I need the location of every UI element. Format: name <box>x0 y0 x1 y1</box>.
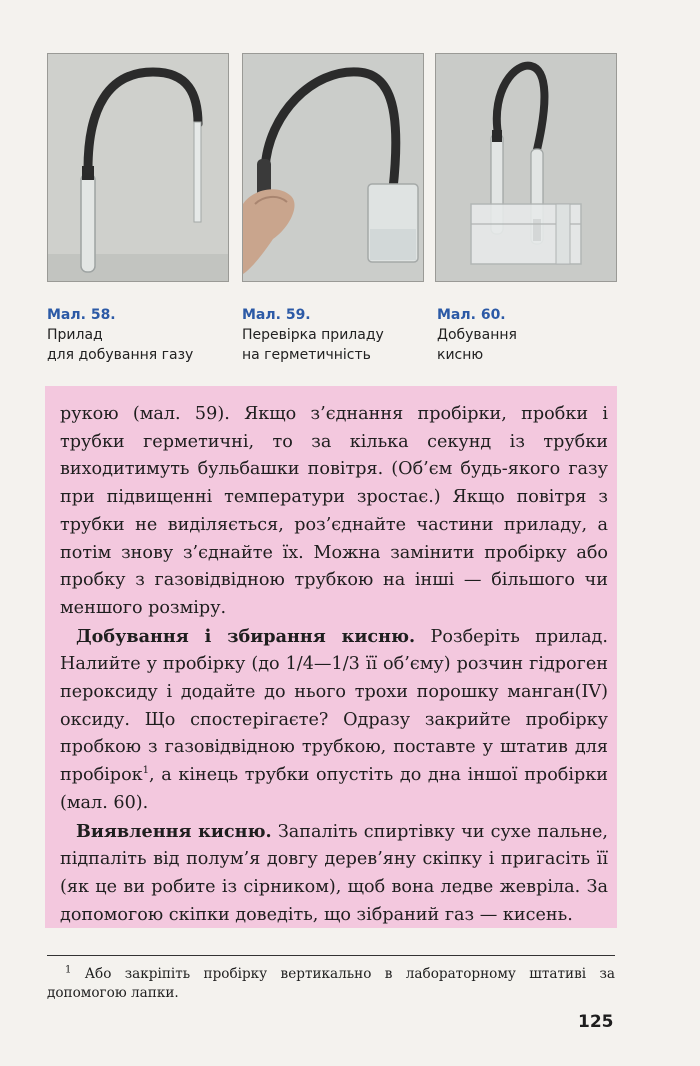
airtightness-test-photo <box>242 53 424 282</box>
oxygen-collection-photo <box>435 53 617 282</box>
footnote-text: Або закріпіть пробірку вертикально в лабораторному штативі за допомогою лапки. <box>47 966 615 1001</box>
gas-apparatus-photo <box>47 53 229 282</box>
figure-58-caption-line-1: Прилад <box>47 327 103 343</box>
figure-58-number: Мал. 58. <box>47 307 116 323</box>
footnote-divider <box>47 955 615 956</box>
footnote <box>47 965 615 1003</box>
figure-60-caption <box>437 305 517 365</box>
paragraph-oxygen-collection <box>60 623 608 818</box>
body-text <box>60 401 608 929</box>
figure-58-caption <box>47 305 193 365</box>
oxygen-detection-heading: Виявлення кисню. <box>76 820 272 842</box>
oxygen-collection-heading: Добування і збирання кисню. <box>76 625 416 647</box>
figure-58-caption-line-2: для добування газу <box>47 347 194 363</box>
oxygen-detection-text: Запаліть спиртівку чи сухе пальне, підпаліть від полум’я довгу дерев’яну скіпку і пригасіть її (як це ви робите із сірником), щоб вона ледве жевріла. За допомогою скіпки доведіть, що зібраний газ — кисень. <box>60 821 608 925</box>
figure-60-caption-line-1: Добування <box>437 327 517 343</box>
oxygen-collection-text-b: , а кінець трубки опустіть до дна іншої пробірки (мал. 60). <box>60 765 608 813</box>
oxygen-collection-text-a: Розберіть прилад. Налийте у пробірку (до 1/4—1/3 її об’єму) розчин гідроген пероксиду і додайте до нього трохи порошку манган(IV) оксиду. Що спостерігаєте? Одразу закрийте пробірку пробкою з газовідвідною трубкою, поставте у штатив для пробірок <box>60 626 608 786</box>
footnote-reference: 1 <box>142 765 150 777</box>
footnote-marker: 1 <box>65 964 72 976</box>
figure-59-number: Мал. 59. <box>242 307 311 323</box>
figure-59-caption-line-2: на герметичність <box>242 347 371 363</box>
figure-59-caption <box>242 305 384 365</box>
paragraph-oxygen-detection <box>60 818 608 930</box>
figure-60-caption-line-2: кисню <box>437 347 484 363</box>
figure-59-caption-line-1: Перевірка приладу <box>242 327 384 343</box>
figure-60-number: Мал. 60. <box>437 307 506 323</box>
page-number: 125 <box>578 1012 614 1032</box>
paragraph-airtightness: рукою (мал. 59). Якщо з’єднання пробірки, пробки і трубки герметичні, то за кілька секунд із трубки виходитимуть бульбашки повітря. (Об’єм будь-якого газу при підвищенні температури зростає.) Якщо повітря з трубки не виділяється, роз’єднайте частини приладу, а потім знову з’єднайте їх. Можна замінити пробірку або пробку з газовідвідною трубкою на інші — більшого чи меншого розміру. <box>60 404 608 618</box>
